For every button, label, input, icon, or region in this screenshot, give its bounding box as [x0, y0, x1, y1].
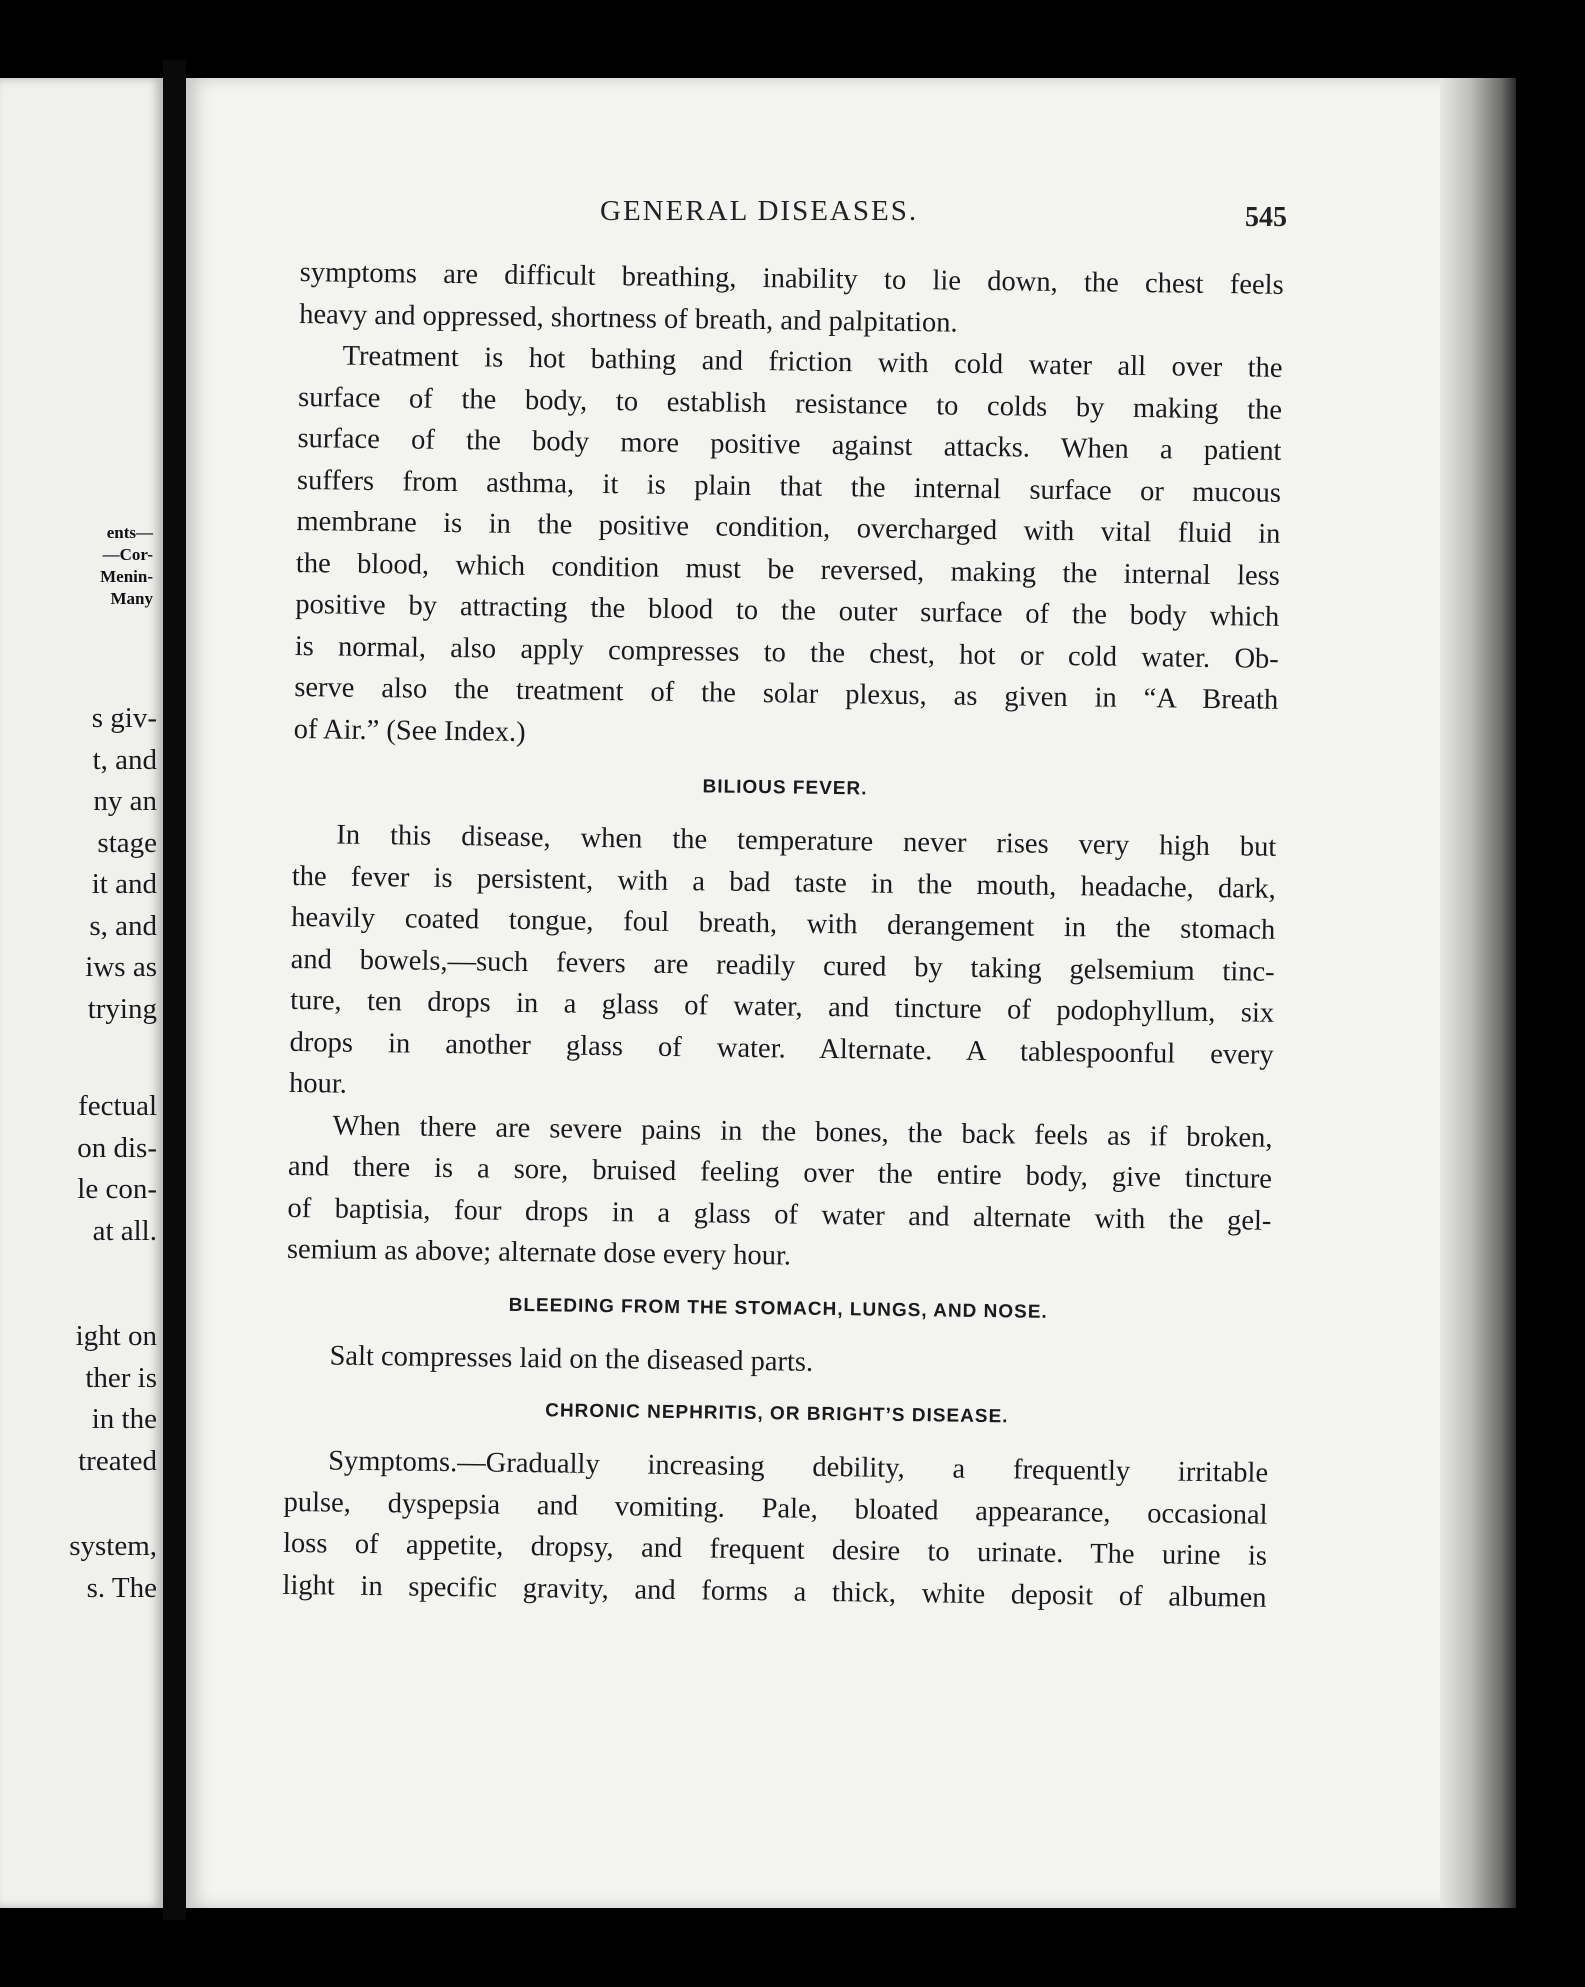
text-line: surface of the body, to establish resistance to colds by making the	[297, 381, 1283, 426]
side-note-line: Many	[110, 589, 153, 608]
left-line: s giv-	[91, 702, 157, 734]
text-line: heavy and oppressed, shortness of breath, and palpitation.	[298, 298, 958, 339]
page-edge-shadow	[1440, 78, 1516, 1908]
text-line: membrane is in the positive condition, overcharged with vital fluid in	[296, 505, 1281, 550]
text-line: Salt compresses laid on the diseased parts.	[329, 1339, 814, 1378]
text-line: When there are severe pains in the bones, the back feels as if broken,	[332, 1110, 1273, 1154]
text-line: Symptoms.—Gradually increasing debility, a frequently irritable	[327, 1445, 1269, 1489]
text-line: symptoms are difficult breathing, inability to lie down, the chest feels	[299, 256, 1284, 301]
left-line: trying	[87, 992, 157, 1025]
left-line: t, and	[92, 743, 157, 776]
left-text-block-1	[85, 698, 157, 1030]
text-line: positive by attracting the blood to the outer surface of the body which	[295, 588, 1280, 633]
left-line: in the	[91, 1403, 157, 1435]
left-side-note	[100, 522, 153, 610]
left-line: s, and	[89, 909, 157, 942]
body-text	[282, 252, 1284, 1619]
left-line: ight on	[75, 1320, 157, 1352]
left-line: treated	[78, 1444, 157, 1477]
text-line: of baptisia, four drops in a glass of water and alternate with the gel-	[287, 1192, 1272, 1237]
text-line: semium as above; alternate dose every hour.	[286, 1233, 792, 1272]
text-line: ture, ten drops in a glass of water, and tincture of podophyllum, six	[289, 984, 1275, 1029]
text-line: In this disease, when the temperature never rises very high but	[336, 819, 1277, 863]
text-line: and bowels,—such fevers are readily cured by taking gelsemium tinc-	[290, 943, 1275, 988]
section-heading-chronic-nephritis: CHRONIC NEPHRITIS, OR BRIGHT’S DISEASE.	[545, 1400, 1009, 1428]
text-line: Treatment is hot bathing and friction with cold water all over the	[342, 340, 1283, 384]
text-line: heavily coated tongue, foul breath, with derangement in the stomach	[291, 901, 1276, 946]
left-text-block-3	[76, 1316, 157, 1482]
section-heading-bleeding: BLEEDING FROM THE STOMACH, LUNGS, AND NOSE.	[508, 1294, 1048, 1323]
text-line: loss of appetite, dropsy, and frequent desire to urinate. The urine is	[282, 1527, 1268, 1572]
side-note-line: ents—	[106, 523, 153, 542]
left-line: stage	[97, 826, 157, 859]
left-line: at all.	[92, 1214, 157, 1247]
left-page-fragment	[0, 78, 163, 1908]
text-line: suffers from asthma, it is plain that the internal surface or mucous	[296, 464, 1282, 509]
text-line: the blood, which condition must be reversed, making the internal less	[295, 547, 1281, 592]
left-line: le con-	[77, 1173, 157, 1205]
left-line: iws as	[85, 951, 157, 983]
side-note-line: —Cor-	[102, 545, 153, 564]
text-line: serve also the treatment of the solar plexus, as given in “A Breath	[294, 671, 1279, 716]
left-line: ther is	[85, 1361, 157, 1394]
book-spine	[163, 60, 186, 1920]
section-heading-bilious-fever: BILIOUS FEVER.	[702, 776, 868, 800]
text-line: hour.	[288, 1067, 348, 1100]
text-line: light in specific gravity, and forms a thick, white deposit of albumen	[282, 1569, 1267, 1614]
left-line: s. The	[86, 1571, 157, 1604]
left-line: on dis-	[77, 1131, 157, 1164]
text-line: and there is a sore, bruised feeling over the entire body, give tincture	[287, 1150, 1273, 1195]
text-line: of Air.” (See Index.)	[293, 713, 526, 748]
text-line: is normal, also apply compresses to the chest, hot or cold water. Ob-	[294, 630, 1279, 675]
left-line: fectual	[78, 1090, 157, 1122]
left-line: ny an	[93, 785, 157, 817]
side-note-line: Menin-	[100, 567, 153, 586]
left-text-block-2	[77, 1086, 157, 1252]
left-line: system,	[69, 1530, 157, 1562]
left-line: it and	[91, 868, 157, 900]
text-line: surface of the body more positive against attacks. When a patient	[297, 422, 1282, 467]
page-number: 545	[1245, 202, 1287, 233]
running-head: GENERAL DISEASES.	[600, 195, 919, 227]
text-line: pulse, dyspepsia and vomiting. Pale, bloated appearance, occasional	[283, 1486, 1268, 1531]
text-line: the fever is persistent, with a bad taste in the mouth, headache, dark,	[291, 860, 1276, 905]
text-line: drops in another glass of water. Alternate. A tablespoonful every	[289, 1026, 1274, 1071]
left-text-block-4	[69, 1526, 157, 1609]
